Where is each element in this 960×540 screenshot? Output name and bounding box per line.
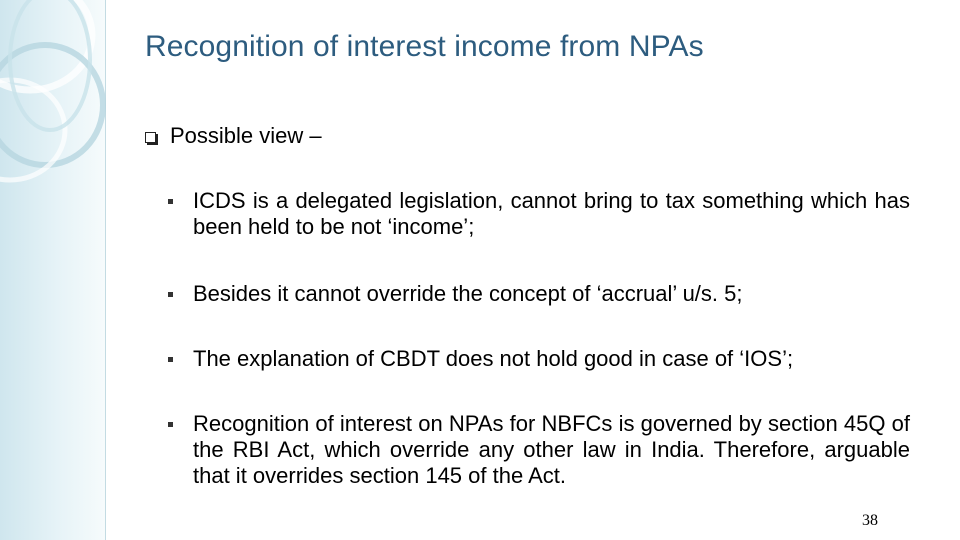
- page-number: 38: [862, 512, 878, 529]
- left-decorative-band: [0, 0, 106, 540]
- square-bullet-icon: [168, 422, 173, 427]
- bullet-point-2: [168, 281, 910, 307]
- checkbox-square-icon: [145, 132, 156, 143]
- square-bullet-icon: [168, 199, 173, 204]
- bullet-point-text: The explanation of CBDT does not hold good in case of ‘IOS’;: [193, 346, 794, 371]
- slide-title: Recognition of interest income from NPAs: [145, 30, 704, 63]
- bullet-point-text: Recognition of interest on NPAs for NBFCs is governed by section 45Q of the RBI Act, which override any other law in India. Therefore, arguable that it overrides section 145 of the Act.: [193, 411, 910, 488]
- bullet-point-1: [168, 188, 910, 240]
- bullet-point-4: [168, 411, 910, 489]
- level1-bullet: [145, 123, 322, 149]
- decorative-rings-icon: [0, 0, 110, 210]
- bullet-point-text: Besides it cannot override the concept of ‘accrual’ u/s. 5;: [193, 281, 743, 306]
- square-bullet-icon: [168, 357, 173, 362]
- bullet-point-3: [168, 346, 910, 372]
- bullet-point-text: ICDS is a delegated legislation, cannot bring to tax something which has been held to be not ‘income’;: [193, 188, 910, 239]
- level1-text: Possible view –: [170, 123, 322, 148]
- square-bullet-icon: [168, 292, 173, 297]
